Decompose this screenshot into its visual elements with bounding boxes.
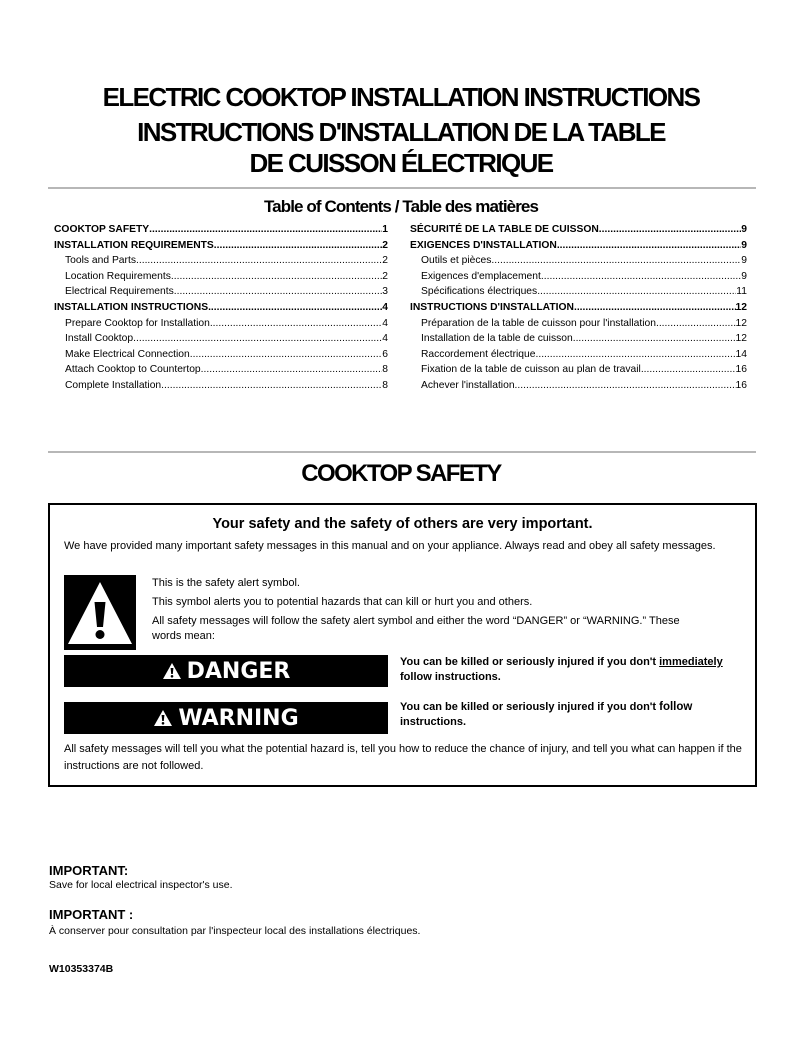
title-line-3: DE CUISSON ÉLECTRIQUE xyxy=(249,148,553,178)
toc-entry[interactable]: Prepare Cooktop for Installation ..... 4 xyxy=(54,316,388,332)
warning-emphasis: follow xyxy=(659,701,693,713)
toc-entry[interactable]: INSTRUCTIONS D'INSTALLATION ..... 12 xyxy=(410,300,747,316)
toc-entry[interactable]: Outils et pièces ..... 9 xyxy=(410,253,747,269)
warning-triangle-icon xyxy=(162,662,182,680)
safety-intro: We have provided many important safety messages in this manual and on your appliance. Always read and obey all safety messages. xyxy=(64,540,716,552)
toc-left-column xyxy=(54,222,388,394)
toc-entry[interactable]: EXIGENCES D'INSTALLATION ..... 9 xyxy=(410,238,747,254)
title-line-2: INSTRUCTIONS D'INSTALLATION DE LA TABLE xyxy=(137,117,665,147)
danger-label: DANGER xyxy=(186,658,291,684)
danger-emphasis: immediately xyxy=(659,656,723,668)
toc-entry[interactable]: Préparation de la table de cuisson pour l'installation ..... 12 xyxy=(410,316,747,332)
toc-entry[interactable]: Installation de la table de cuisson ..... 12 xyxy=(410,331,747,347)
middle-divider xyxy=(48,451,756,453)
part-number: W10353374B xyxy=(49,963,114,975)
symbol-line-2: This symbol alerts you to potential hazards that can kill or hurt you and others. xyxy=(152,596,533,608)
toc-entry[interactable]: Raccordement électrique ..... 14 xyxy=(410,347,747,363)
toc-entry[interactable]: Achever l'installation ..... 16 xyxy=(410,378,747,394)
safety-box xyxy=(48,503,757,787)
important-text-en: Save for local electrical inspector's use. xyxy=(49,879,233,891)
title-line-1: ELECTRIC COOKTOP INSTALLATION INSTRUCTIONS xyxy=(102,82,700,112)
warning-description: You can be killed or seriously injured if you don't follow instructions. xyxy=(400,701,693,728)
toc-entry[interactable]: Electrical Requirements ..... 3 xyxy=(54,284,388,300)
symbol-line-3: All safety messages will follow the safety alert symbol and either the word “DANGER” or “WARNING.” These words mean: xyxy=(152,615,680,642)
warning-triangle-icon xyxy=(153,709,173,727)
symbol-explanation xyxy=(152,576,732,648)
safety-heading: Your safety and the safety of others are very important. xyxy=(212,516,593,532)
toc-entry[interactable]: Complete Installation ..... 8 xyxy=(54,378,388,394)
symbol-line-1: This is the safety alert symbol. xyxy=(152,577,300,589)
important-heading-fr: IMPORTANT : xyxy=(49,907,134,922)
danger-signal-word xyxy=(64,655,388,687)
toc-title: Table of Contents / Table des matières xyxy=(263,197,539,216)
toc-entry[interactable]: Spécifications électriques ..... 11 xyxy=(410,284,747,300)
toc-entry[interactable]: INSTALLATION INSTRUCTIONS ..... 4 xyxy=(54,300,388,316)
section-title: COOKTOP SAFETY xyxy=(301,460,501,487)
warning-label: WARNING xyxy=(178,705,299,731)
toc-right-column xyxy=(410,222,747,394)
toc-entry[interactable]: INSTALLATION REQUIREMENTS ..... 2 xyxy=(54,238,388,254)
important-text-fr: À conserver pour consultation par l'inspecteur local des installations électriques. xyxy=(49,925,421,937)
safety-closing-text: All safety messages will tell you what the potential hazard is, tell you how to reduce the chance of injury, and tell you what can happen if the instructions are not followed. xyxy=(64,743,742,772)
toc-entry[interactable]: Exigences d'emplacement ..... 9 xyxy=(410,269,747,285)
danger-description: You can be killed or seriously injured if you don't immediately follow instructions. xyxy=(400,656,723,683)
toc-entry[interactable]: Location Requirements ..... 2 xyxy=(54,269,388,285)
toc-entry[interactable]: Tools and Parts ..... 2 xyxy=(54,253,388,269)
toc-entry[interactable]: Make Electrical Connection ..... 6 xyxy=(54,347,388,363)
toc-entry[interactable]: Attach Cooktop to Countertop ..... 8 xyxy=(54,362,388,378)
safety-alert-icon xyxy=(64,575,136,650)
toc-entry[interactable]: SÉCURITÉ DE LA TABLE DE CUISSON ..... 9 xyxy=(410,222,747,238)
toc-entry[interactable]: COOKTOP SAFETY ..... 1 xyxy=(54,222,388,238)
toc-entry[interactable]: Fixation de la table de cuisson au plan de travail ..... 16 xyxy=(410,362,747,378)
warning-signal-word xyxy=(64,702,388,734)
important-heading-en: IMPORTANT: xyxy=(49,863,129,878)
top-divider xyxy=(48,187,756,189)
toc-entry[interactable]: Install Cooktop ..... 4 xyxy=(54,331,388,347)
